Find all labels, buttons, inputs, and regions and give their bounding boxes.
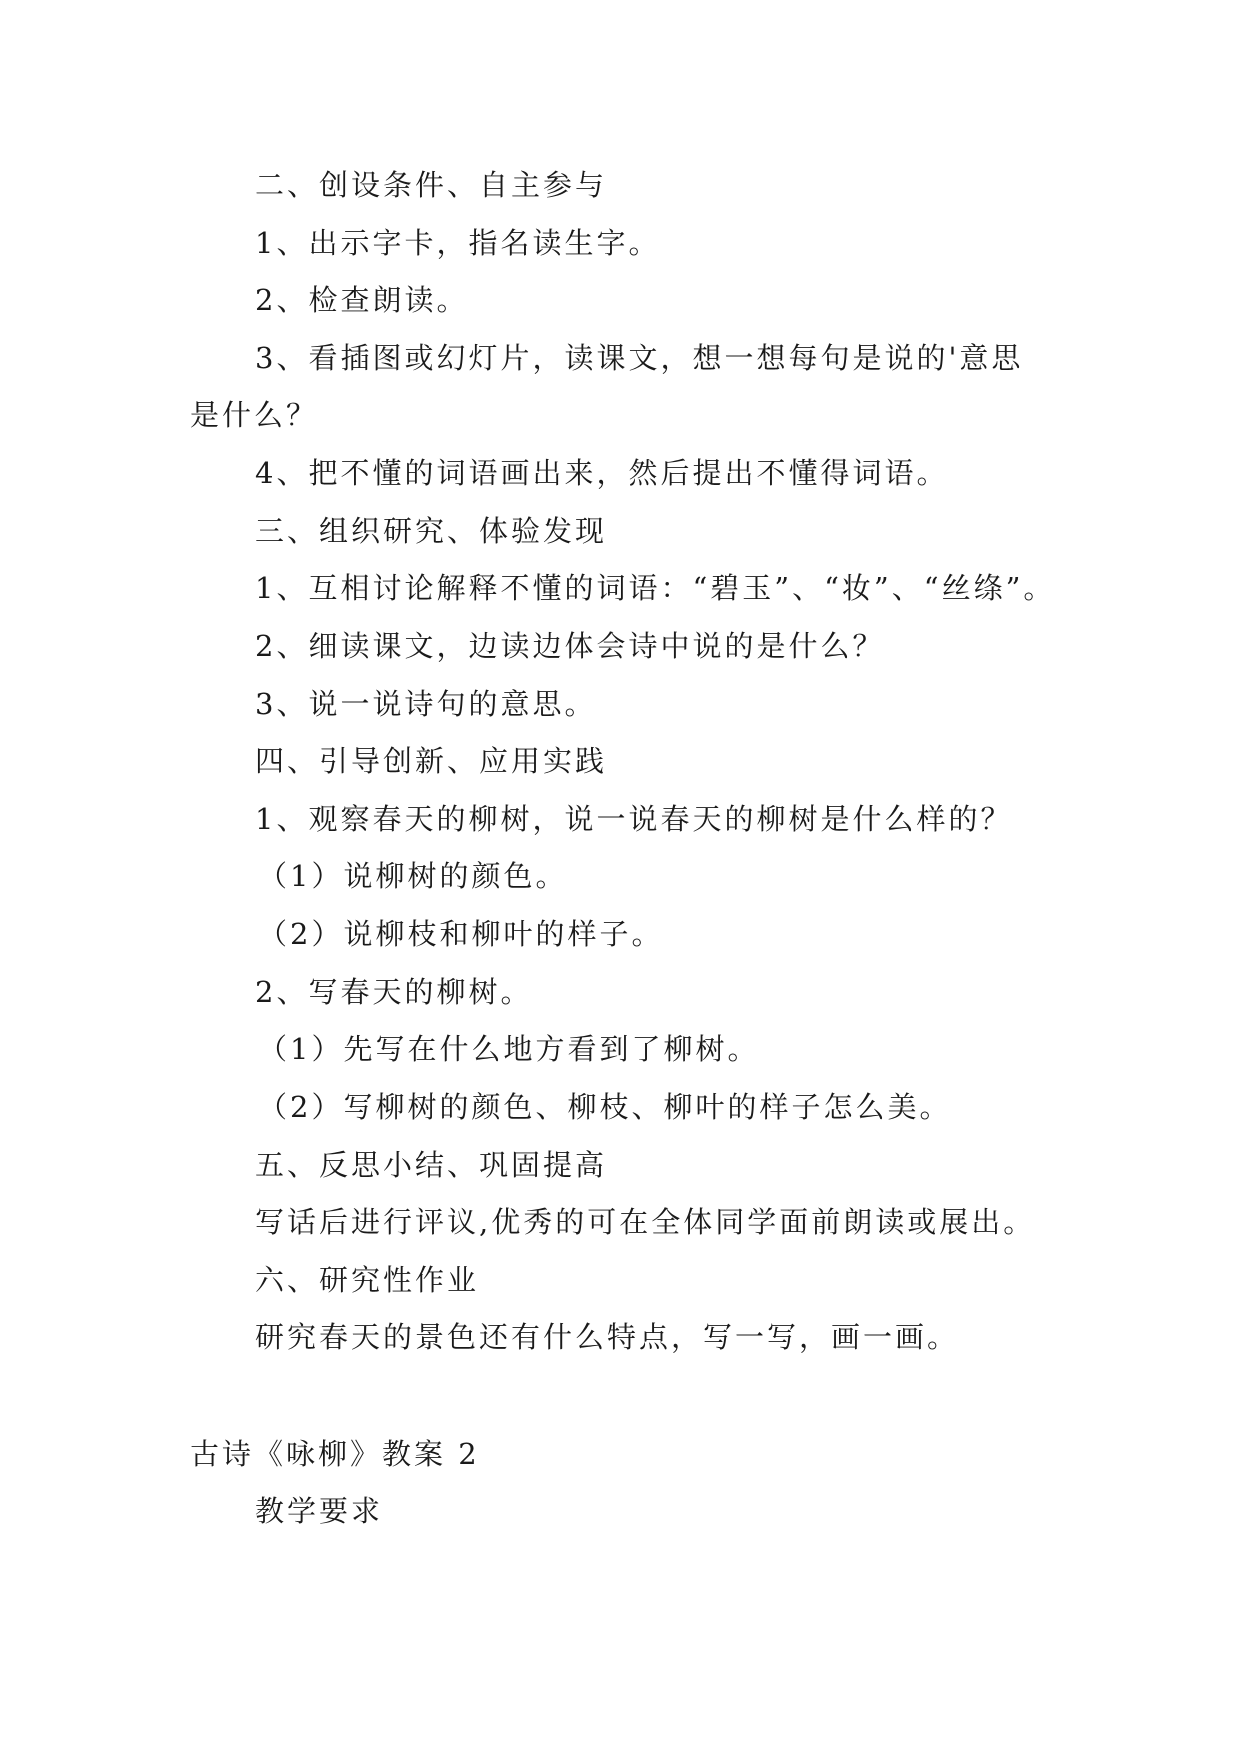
sub-step-line: （1）说柳树的颜色。 [258, 859, 568, 893]
step-line: 4、把不懂的词语画出来，然后提出不懂得词语。 [255, 456, 949, 490]
section-heading-6: 六、研究性作业 [255, 1263, 480, 1297]
sub-step-line: （1）先写在什么地方看到了柳树。 [258, 1032, 760, 1066]
sub-step-line: （2）写柳树的颜色、柳枝、柳叶的样子怎么美。 [258, 1090, 952, 1124]
section-heading-4: 四、引导创新、应用实践 [255, 744, 608, 778]
step-line: 1、观察春天的柳树，说一说春天的柳树是什么样的？ [255, 802, 1013, 836]
body-line: 研究春天的景色还有什么特点，写一写，画一画。 [255, 1320, 960, 1354]
step-line: 1、互相讨论解释不懂的词语：“碧玉”、“妆”、“丝绦”。 [255, 571, 1056, 605]
step-line: 2、细读课文，边读边体会诗中说的是什么？ [255, 629, 885, 663]
section-heading-requirements: 教学要求 [255, 1494, 384, 1528]
sub-step-line: （2）说柳枝和柳叶的样子。 [258, 917, 664, 951]
document-title: 古诗《咏柳》教案 2 [190, 1437, 480, 1471]
step-line: 3、说一说诗句的意思。 [255, 687, 597, 721]
step-line: 2、写春天的柳树。 [255, 975, 533, 1009]
step-line: 2、检查朗读。 [255, 283, 469, 317]
section-heading-2: 二、创设条件、自主参与 [255, 168, 608, 202]
section-heading-5: 五、反思小结、巩固提高 [255, 1148, 608, 1182]
step-line-continuation: 是什么？ [190, 398, 319, 432]
step-line: 3、看插图或幻灯片，读课文，想一想每句是说的'意思 [255, 341, 1024, 375]
body-line: 写话后进行评议,优秀的可在全体同学面前朗读或展出。 [255, 1205, 1036, 1239]
section-heading-3: 三、组织研究、体验发现 [255, 514, 608, 548]
step-line: 1、出示字卡，指名读生字。 [255, 226, 661, 260]
